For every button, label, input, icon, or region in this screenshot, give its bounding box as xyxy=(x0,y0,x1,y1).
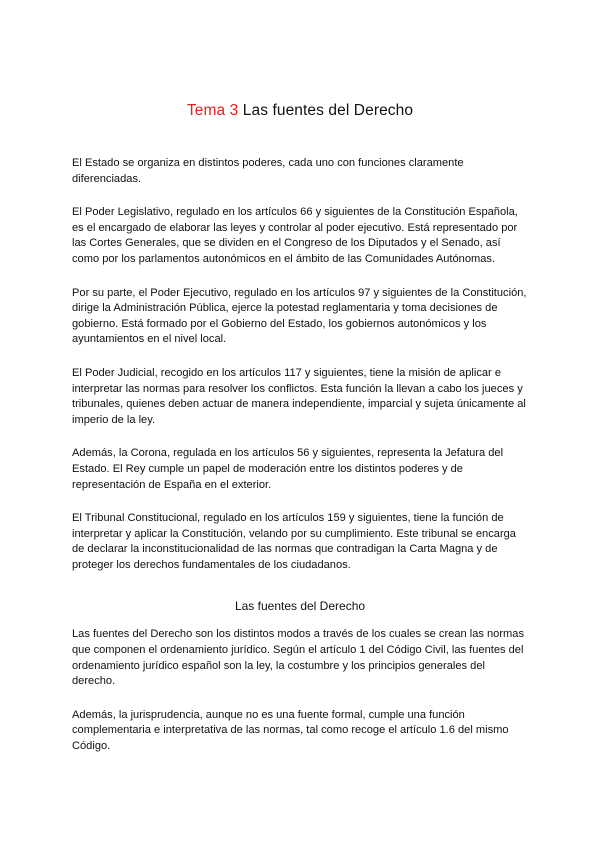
paragraph-legislativo: El Poder Legislativo, regulado en los artículos 66 y siguientes de la Constitución Española, es el encargado de elaborar las leyes y controlar al poder ejecutivo. Está representado por las Cortes Generales, que se dividen en el Congreso de los Diputados y el Senado, así como por los parlamentos autonómicos en el ámbito de las Comunidades Autónomas. xyxy=(72,206,518,265)
title-text: Las fuentes del Derecho xyxy=(242,102,414,119)
paragraph-tribunal: El Tribunal Constitucional, regulado en los artículos 159 y siguientes, tiene la función de interpretar y aplicar la Constitución, velando por su cumplimiento. Este tribunal se encarga de declarar la inconstitucionalidad de las normas que contradigan la Carta Magna y de proteger los derechos fundamentales de los ciudadanos. xyxy=(72,512,516,571)
section-paragraph-jurisprudencia: Además, la jurisprudencia, aunque no es una fuente formal, cumple una función complementaria e interpretativa de las normas, tal como recoge el artículo 1.6 del mismo Código. xyxy=(72,708,509,753)
paragraph-intro: El Estado se organiza en distintos poderes, cada uno con funciones claramente diferenciadas. xyxy=(72,157,464,185)
page-title xyxy=(0,102,600,120)
paragraph-judicial: El Poder Judicial, recogido en los artículos 117 y siguientes, tiene la misión de aplicar e interpretar las normas para resolver los conflictos. Esta función la llevan a cabo los jueces y tribunales, quienes deben actuar de manera independiente, imparcial y sujeta únicamente al imperio de la ley. xyxy=(72,366,526,426)
document-body xyxy=(72,156,528,773)
paragraph-corona: Además, la Corona, regulada en los artículos 56 y siguientes, representa la Jefatura del Estado. El Rey cumple un papel de moderación entre los distintos poderes y de representación de España en el exterior. xyxy=(72,447,504,491)
section-paragraph-fuentes: Las fuentes del Derecho son los distintos modos a través de los cuales se crean las normas que componen el ordenamiento jurídico. Según el artículo 1 del Código Civil, las fuentes del ordenamiento jurídico español son la ley, la costumbre y los principios generales del derecho. xyxy=(72,628,524,688)
paragraph-ejecutivo: Por su parte, el Poder Ejecutivo, regulado en los artículos 97 y siguientes de la Constitución, dirige la Administración Pública, ejerce la potestad reglamentaria y toma decisiones de gobierno. Está formado por el Gobierno del Estado, los gobiernos autonómicos y los ayuntamientos en el nivel local. xyxy=(72,286,527,346)
title-number: Tema 3 xyxy=(186,102,239,119)
section-heading: Las fuentes del Derecho xyxy=(234,599,366,614)
